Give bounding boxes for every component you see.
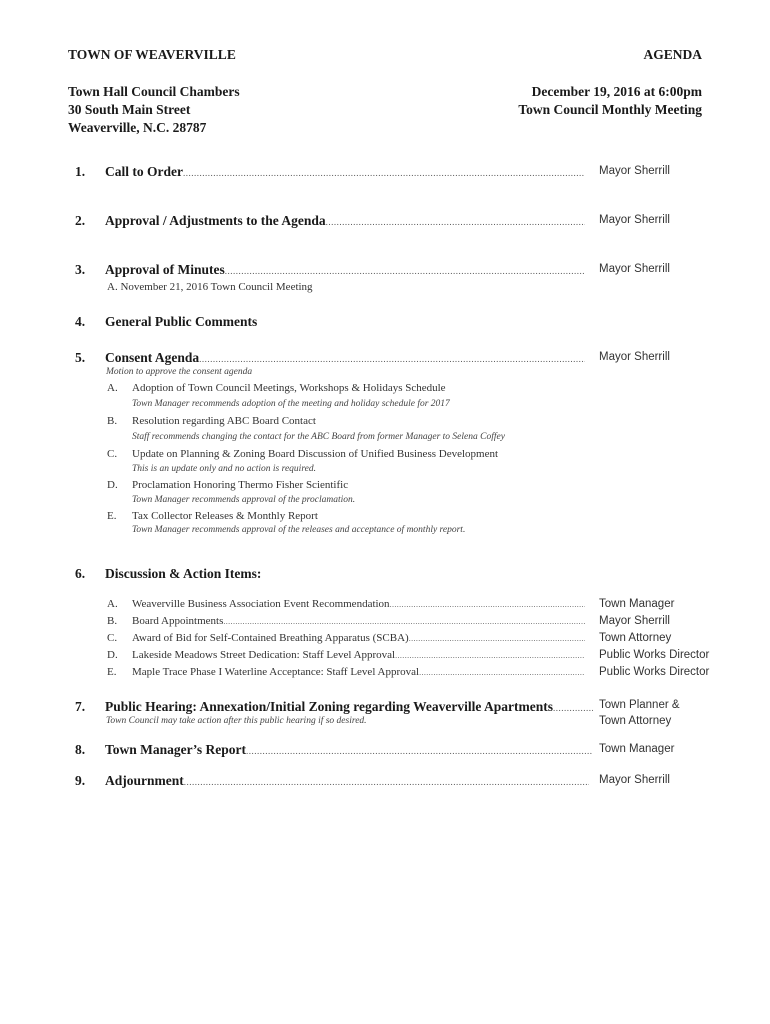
item-title: Town Manager’s Report bbox=[105, 742, 246, 757]
minutes-subitem: A. November 21, 2016 Town Council Meeting bbox=[107, 281, 313, 293]
consent-motion: Motion to approve the consent agenda bbox=[106, 367, 253, 377]
subitem-note: Town Manager recommends approval of the releases and acceptance of monthly report. bbox=[132, 525, 466, 535]
item-number: 2. bbox=[75, 213, 86, 228]
meeting-date-time: December 19, 2016 at 6:00pm bbox=[531, 84, 702, 99]
leader-dots bbox=[225, 266, 585, 276]
item-presenter: Mayor Sherrill bbox=[599, 774, 670, 786]
subitem-letter: B. bbox=[107, 615, 118, 627]
item-presenter: Mayor Sherrill bbox=[599, 165, 670, 177]
item-presenter: Mayor Sherrill bbox=[599, 263, 670, 275]
leader-dots bbox=[326, 217, 585, 227]
consent-subitem bbox=[107, 510, 318, 522]
subitem-text: Tax Collector Releases & Monthly Report bbox=[132, 510, 318, 522]
leader-dots bbox=[390, 600, 585, 609]
consent-subitem bbox=[107, 479, 348, 491]
leader-dots bbox=[246, 746, 593, 756]
location-line: Town Hall Council Chambers bbox=[68, 84, 240, 99]
item-title: Adjournment bbox=[105, 773, 184, 788]
consent-subitem bbox=[107, 382, 446, 394]
leader-dots bbox=[223, 617, 585, 626]
subitem-presenter: Public Works Director bbox=[599, 666, 710, 678]
subitem-note: Town Manager recommends adoption of the meeting and holiday schedule for 2017 bbox=[132, 399, 450, 409]
item-title: Discussion & Action Items: bbox=[105, 566, 262, 581]
meeting-info bbox=[518, 83, 702, 119]
consent-subitem bbox=[107, 448, 498, 460]
item-number: 3. bbox=[75, 262, 86, 277]
leader-dots bbox=[409, 634, 585, 643]
item-number: 6. bbox=[75, 566, 86, 581]
subitem-letter: A. bbox=[107, 382, 118, 394]
leader-dots bbox=[184, 777, 589, 787]
subitem-note: Staff recommends changing the contact for the ABC Board from former Manager to Selena Coffey bbox=[132, 432, 505, 442]
item-number: 1. bbox=[75, 164, 86, 179]
subitem-presenter: Mayor Sherrill bbox=[599, 615, 670, 627]
item-number: 8. bbox=[75, 742, 86, 757]
subitem-letter: A. bbox=[107, 598, 118, 610]
item-title: General Public Comments bbox=[105, 314, 258, 329]
document-type: AGENDA bbox=[643, 47, 702, 62]
subitem-text: Lakeside Meadows Street Dedication: Staff Level Approval bbox=[132, 649, 396, 661]
hearing-note: Town Council may take action after this public hearing if so desired. bbox=[106, 716, 367, 726]
item-title: Approval of Minutes bbox=[105, 262, 225, 277]
item-title: Approval / Adjustments to the Agenda bbox=[105, 213, 326, 228]
subitem-text: Proclamation Honoring Thermo Fisher Scientific bbox=[132, 479, 349, 491]
subitem-presenter: Town Manager bbox=[599, 598, 675, 610]
meeting-location bbox=[68, 83, 240, 137]
discussion-subitem bbox=[107, 615, 585, 627]
discussion-subitem bbox=[107, 598, 585, 610]
item-presenter: Mayor Sherrill bbox=[599, 214, 670, 226]
item-number: 9. bbox=[75, 773, 86, 788]
item-presenter: Mayor Sherrill bbox=[599, 351, 670, 363]
town-name: TOWN OF WEAVERVILLE bbox=[68, 47, 236, 62]
subitem-presenter: Public Works Director bbox=[599, 649, 710, 661]
item-number: 5. bbox=[75, 350, 86, 365]
agenda-item-manager-report bbox=[105, 742, 593, 758]
subitem-text: Adoption of Town Council Meetings, Workshops & Holidays Schedule bbox=[132, 382, 446, 394]
leader-dots bbox=[419, 668, 585, 677]
item-number: 4. bbox=[75, 314, 86, 329]
agenda-item-public-hearing bbox=[105, 699, 593, 715]
subitem-letter: E. bbox=[107, 666, 117, 678]
leader-dots bbox=[553, 703, 593, 713]
agenda-item-call-to-order bbox=[105, 164, 585, 180]
item-presenter: Town Manager bbox=[599, 743, 675, 755]
consent-subitem bbox=[107, 415, 316, 427]
subitem-letter: C. bbox=[107, 448, 118, 460]
agenda-item-consent bbox=[105, 350, 585, 366]
subitem-note: Town Manager recommends approval of the proclamation. bbox=[132, 495, 356, 505]
item-title: Public Hearing: Annexation/Initial Zoning regarding Weaverville Apartments bbox=[105, 699, 554, 714]
item-number: 7. bbox=[75, 699, 86, 714]
subitem-text: Update on Planning & Zoning Board Discussion of Unified Business Development bbox=[132, 448, 499, 460]
subitem-letter: E. bbox=[107, 510, 117, 522]
agenda-item-approval-minutes bbox=[105, 262, 585, 278]
subitem-letter: C. bbox=[107, 632, 118, 644]
discussion-subitem bbox=[107, 632, 585, 644]
subitem-letter: D. bbox=[107, 479, 118, 491]
leader-dots bbox=[199, 354, 585, 364]
agenda-item-adjournment bbox=[105, 773, 589, 789]
subitem-note: This is an update only and no action is required. bbox=[132, 464, 317, 474]
meeting-name: Town Council Monthly Meeting bbox=[518, 102, 702, 117]
leader-dots bbox=[395, 651, 585, 660]
subitem-letter: D. bbox=[107, 649, 118, 661]
discussion-subitem bbox=[107, 666, 585, 678]
item-title: Call to Order bbox=[105, 164, 183, 179]
subitem-text: Resolution regarding ABC Board Contact bbox=[132, 415, 316, 427]
discussion-subitem bbox=[107, 649, 585, 661]
item-title: Consent Agenda bbox=[105, 350, 200, 365]
subitem-text: Award of Bid for Self-Contained Breathing Apparatus (SCBA) bbox=[132, 632, 409, 644]
subitem-text: Maple Trace Phase I Waterline Acceptance: Staff Level Approval bbox=[132, 666, 420, 678]
leader-dots bbox=[183, 168, 585, 178]
subitem-letter: B. bbox=[107, 415, 118, 427]
subitem-presenter: Town Attorney bbox=[599, 632, 672, 644]
item-presenter: Town Planner & bbox=[599, 699, 680, 711]
subitem-text: Weaverville Business Association Event Recommendation bbox=[132, 598, 390, 610]
agenda-item-approval-agenda bbox=[105, 213, 585, 229]
subitem-text: Board Appointments bbox=[132, 615, 224, 627]
location-line: 30 South Main Street bbox=[68, 102, 191, 117]
item-presenter-secondary: Town Attorney bbox=[599, 715, 672, 727]
location-line: Weaverville, N.C. 28787 bbox=[68, 120, 207, 135]
